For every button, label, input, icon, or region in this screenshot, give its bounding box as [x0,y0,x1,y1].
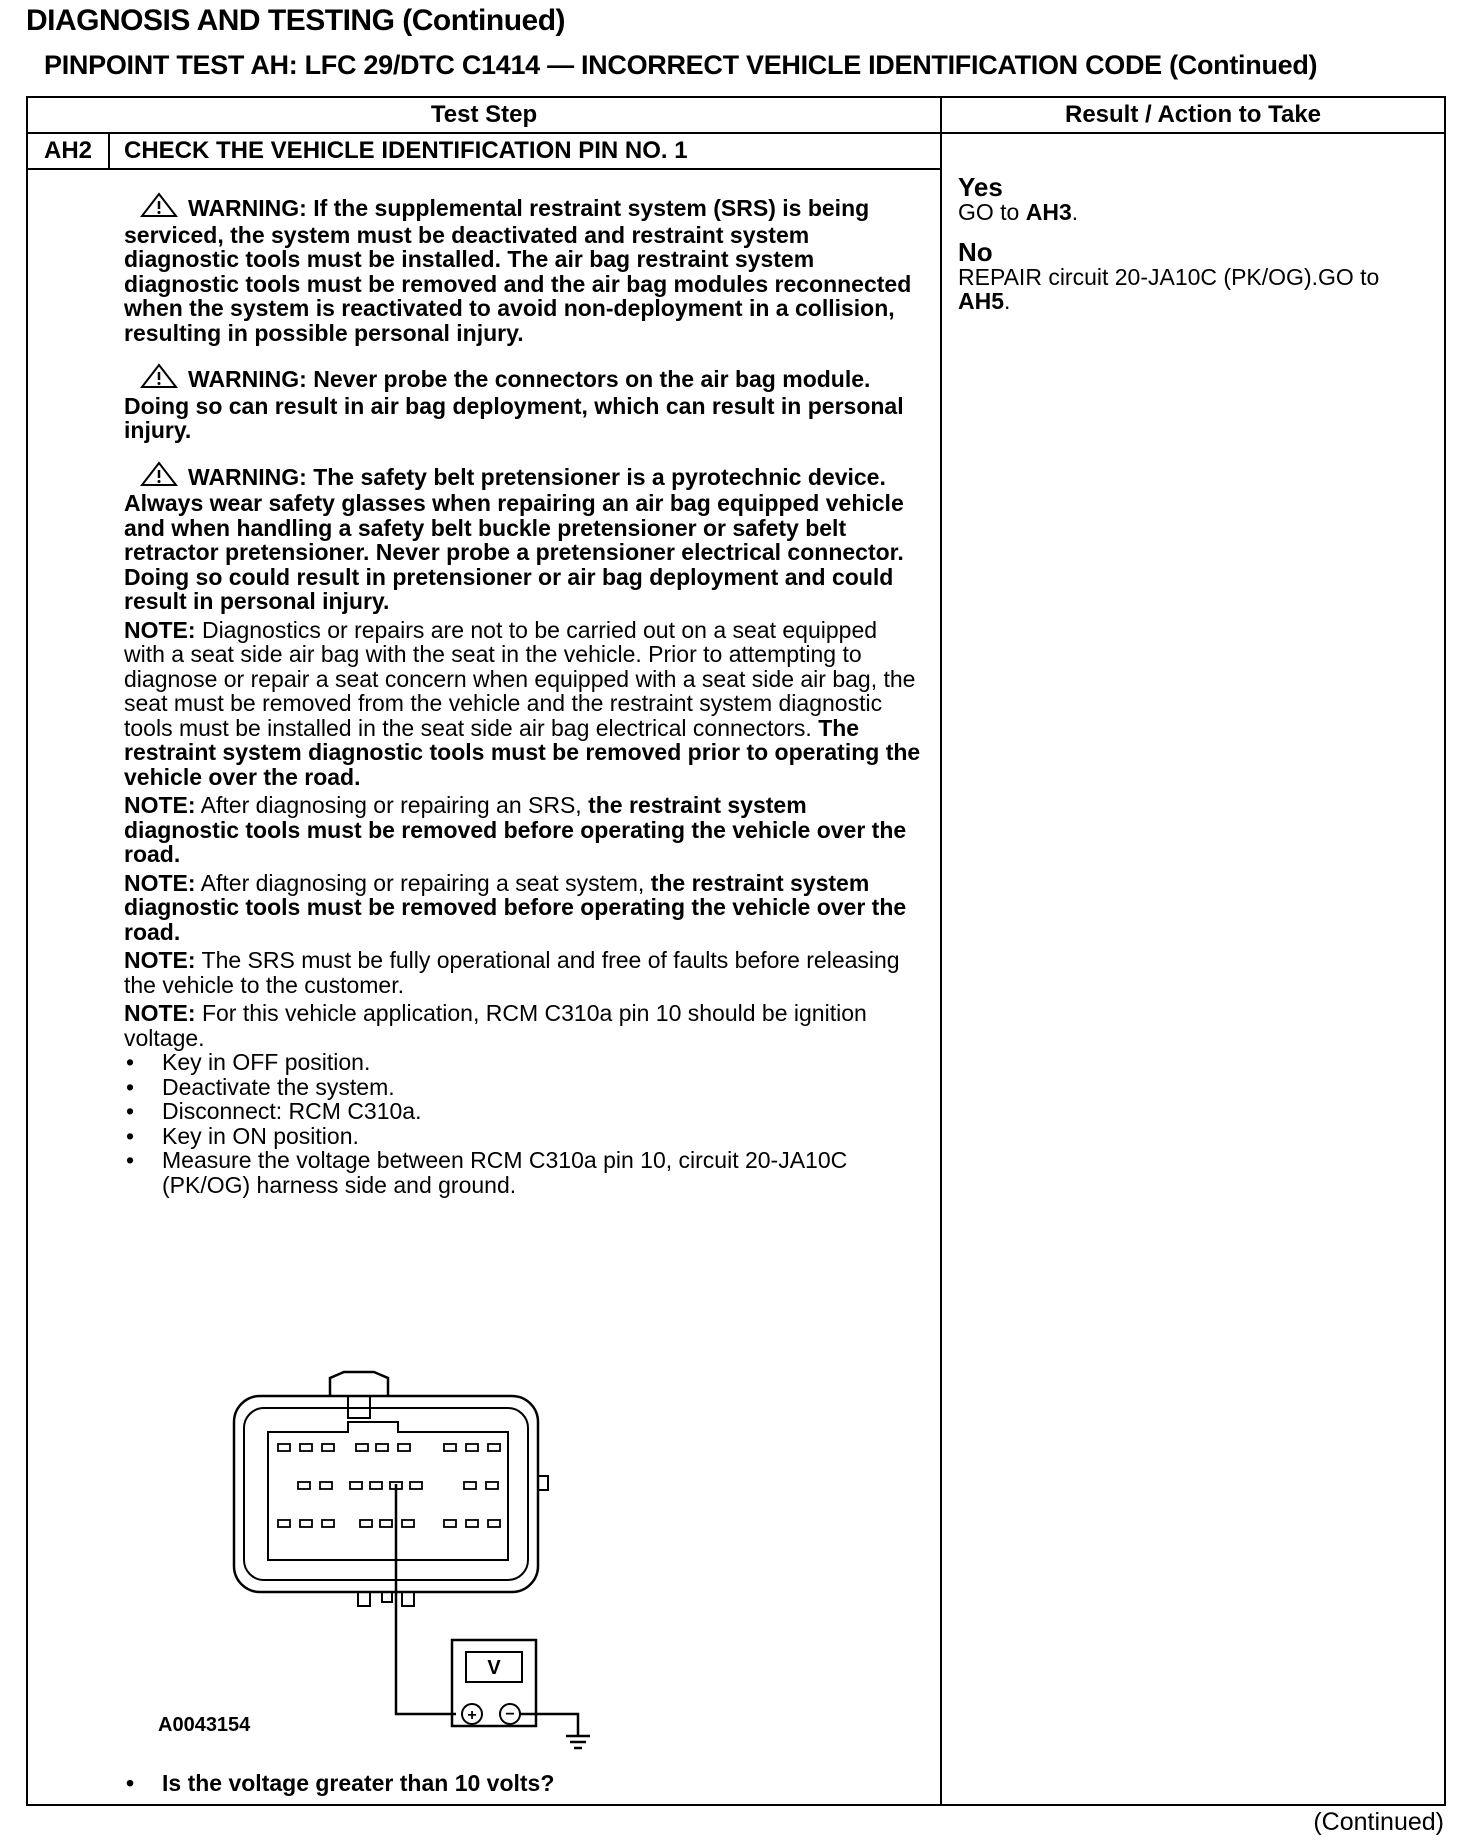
page-title: DIAGNOSIS AND TESTING (Continued) [26,4,566,37]
header-result-action: Result / Action to Take [1064,101,1322,128]
column-divider [940,98,942,1804]
step-id-divider [108,132,110,168]
note-srs-repair: NOTE: After diagnosing or repairing an SRS, the restraint system diagnostic tools must be removed before operating the vehicle over the road. [124,792,907,867]
svg-text:−: − [505,1706,515,1723]
note-vehicle-application: NOTE: For this vehicle application, RCM C310a pin 10 should be ignition voltage. [124,1000,867,1051]
list-item: • Disconnect: RCM C310a. [124,1099,924,1124]
link-ah5: AH5 [958,288,1005,314]
note-seat-side-airbag: NOTE: Diagnostics or repairs are not to be carried out on a seat equipped with a seat side air bag with the seat in the vehicle. Prior to attempting to diagnose or repair a seat concern when equipped with a seat side air bag, the seat must be removed from the vehicle and the restraint system diagnostic tools must be installed in the seat side air bag electrical connectors. The restraint system diagnostic tools must be removed prior to operating the vehicle over the road. [124,616,921,790]
warning-triangle-icon [140,363,178,394]
list-item: • Deactivate the system. [124,1075,924,1100]
continued-footer: (Continued) [1313,1808,1444,1836]
test-question: • Is the voltage greater than 10 volts? [124,1770,554,1797]
step-body [124,174,924,1197]
test-table [26,96,1446,1806]
procedure-steps [124,1050,924,1197]
connector-pins [278,1444,500,1527]
step-id: AH2 [43,137,92,164]
probe-wire [396,1484,456,1714]
result-action [958,174,1438,314]
step-title: CHECK THE VEHICLE IDENTIFICATION PIN NO. 1 [124,137,688,164]
warning-probe-connectors: WARNING: Never probe the connectors on the air bag module. Doing so can result in air bag deployment, which can result in personal injury. [124,363,924,443]
result-no-action: REPAIR circuit 20-JA10C (PK/OG).GO to AH5. [958,263,1380,314]
warning-srs: WARNING: If the supplemental restraint system (SRS) is being serviced, the system must be deactivated and restraint system diagnostic tools must be installed. The air bag restraint system diagnostic tools must be removed and the air bag modules reconnected when the system is reactivated to avoid non-deployment in a collision, resulting in possible personal injury. [124,192,924,345]
svg-text:+: + [467,1707,477,1724]
note-srs-operational: NOTE: The SRS must be fully operational and free of faults before releasing the vehicle to the customer. [124,947,900,998]
warning-triangle-icon [140,192,178,223]
note-seat-system: NOTE: After diagnosing or repairing a seat system, the restraint system diagnostic tools must be removed before operating the vehicle over the road. [124,869,907,945]
warning-triangle-icon [140,461,178,492]
result-yes-label: Yes [958,172,1003,202]
connector-diagram [148,1370,768,1770]
list-item: • Key in ON position. [124,1124,924,1149]
voltmeter-symbol: V [487,1657,501,1679]
result-no-label: No [958,236,993,267]
ground-symbol-icon [566,1736,590,1748]
list-item: • Key in OFF position. [124,1050,924,1075]
figure-caption: A0043154 [158,1714,251,1736]
warning-pretensioner: WARNING: The safety belt pretensioner is a pyrotechnic device. Always wear safety glasses when repairing an air bag equipped vehicle and when handling a safety belt buckle pretensioner or safety belt retractor pretensioner. Never probe a pretensioner electrical connector. Doing so could result in pretensioner or air bag deployment and could result in personal injury. [124,461,924,614]
result-yes-action: GO to AH3. [958,199,1079,225]
list-item: • Measure the voltage between RCM C310a pin 10, circuit 20-JA10C (PK/OG) harness side and ground. [124,1148,924,1197]
header-test-step: Test Step [430,101,538,128]
step-title-divider [28,168,940,170]
link-ah3: AH3 [1025,199,1072,225]
pinpoint-test-title: PINPOINT TEST AH: LFC 29/DTC C1414 — INCORRECT VEHICLE IDENTIFICATION CODE (Continued) [44,50,1318,80]
